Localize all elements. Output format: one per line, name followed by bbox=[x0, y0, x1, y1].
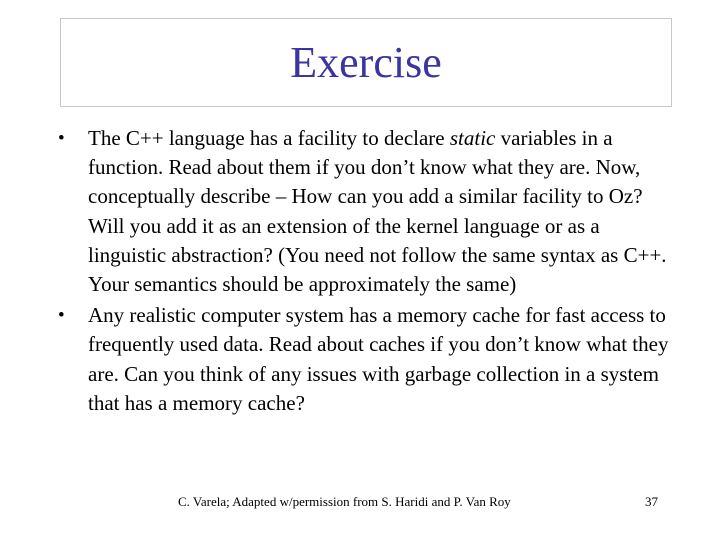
slide-title: Exercise bbox=[290, 37, 442, 87]
bullet-text-emphasis: static bbox=[449, 126, 496, 150]
title-box bbox=[60, 18, 672, 107]
bullet-icon: • bbox=[58, 128, 65, 149]
bullet-text: Any realistic computer system has a memory cache for fast access to frequently used data. Read about caches if you don’t know what they are. Can you think of any issues with garbage collection in a system that has a memory cache? bbox=[88, 303, 669, 415]
bullet-icon: • bbox=[58, 305, 65, 327]
bullet-item bbox=[58, 301, 670, 418]
bullet-text-end: variables in a function. Read about them if you don’t know what they are. Now, conceptually describe – How can you add a similar facility to Oz? Will you add it as an extension of the kernel language or as a linguistic abstraction? (You need not follow the same syntax as C++. Your semantics should be approximately the same) bbox=[88, 126, 667, 297]
bullet-list bbox=[58, 124, 670, 420]
footer-credit: C. Varela; Adapted w/permission from S. Haridi and P. Van Roy bbox=[178, 494, 511, 509]
bullet-text-start: The C++ language has a facility to declare bbox=[88, 126, 450, 150]
page-number: 37 bbox=[645, 494, 658, 509]
bullet-item bbox=[58, 124, 670, 299]
